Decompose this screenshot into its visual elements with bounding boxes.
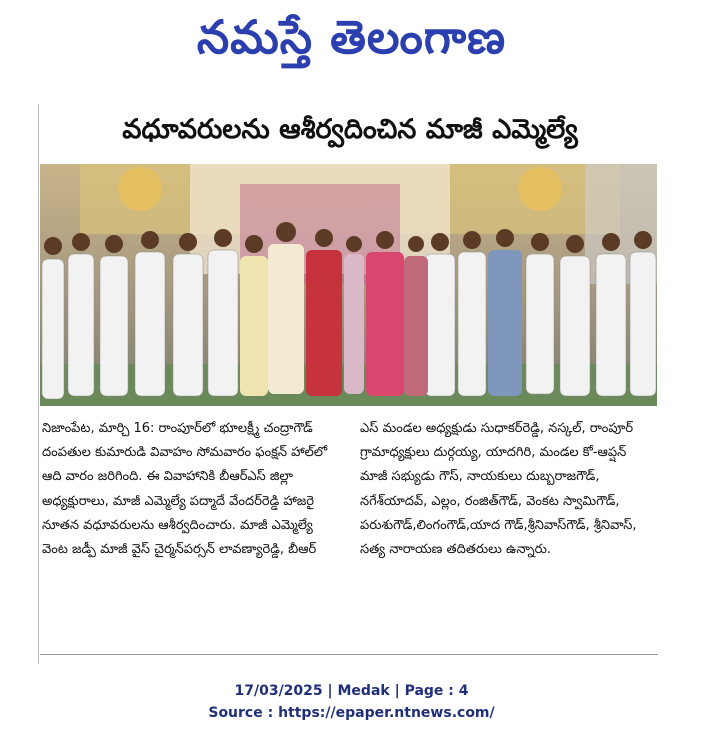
edition-info: 17/03/2025 | Medak | Page : 4 <box>234 683 469 699</box>
article-paragraph: ఎస్‌ మండల అధ్యక్షుడు సుధాకర్‌రెడ్డి, నస్కల్‌, రాంపూర్‌ గ్రామాధ్యక్షులు దుర్గయ్య, యాదగిరి, మండల కో-ఆప్షన్‌ మాజీ సభ్యుడు గౌస్‌, నాయకులు దుబ్బరాజగౌడ్‌, నగేశ్‌యాదవ్‌, ఎల్లం, రంజిత్‌గౌడ్‌, వెంకట స్వామిగౌడ్‌, పరుశుగౌడ్‌,లింగంగౌడ్‌,యాద గౌడ్‌,శ్రీనివాస్‌గౌడ్‌, శ్రీనివాస్‌, సత్య నారాయణ తదితరులు ఉన్నారు. <box>360 421 637 558</box>
article-headline: వధూవరులను ఆశీర్వదించిన మాజీ ఎమ్మెల్యే <box>122 114 578 145</box>
article-body-left-column <box>42 417 338 562</box>
article-paragraph: నిజాంపేట, మార్చి 16: రాంపూర్‌లో భూలక్ష్మీ చంద్రాగౌడ్‌ దంపతుల కుమారుడి వివాహం సోమవారం ఫంక్షన్‌ హాల్‌లో ఆది వారం జరిగింది. ఈ వివాహానికి బీఆర్‌ఎస్‌ జిల్లా అధ్యక్షురాలు, మాజీ ఎమ్మెల్యే పద్మాదే వేందర్‌రెడ్డి హాజరై నూతన వధూవరులను ఆశీర్వదించారు. మాజీ ఎమ్మెల్యే వెంట జడ్పీ మాజీ వైస్‌ చైర్మన్‌పర్సన్‌ లావణ్యారెడ్డి, బీఆర్‌ <box>42 421 328 558</box>
source-link[interactable]: Source : https://epaper.ntnews.com/ <box>208 705 495 721</box>
article-body-right-column <box>360 417 656 562</box>
article-bottom-divider <box>40 654 658 655</box>
newspaper-masthead: నమస్తే తెలంగాణ <box>196 10 507 64</box>
article-photo <box>40 164 657 406</box>
